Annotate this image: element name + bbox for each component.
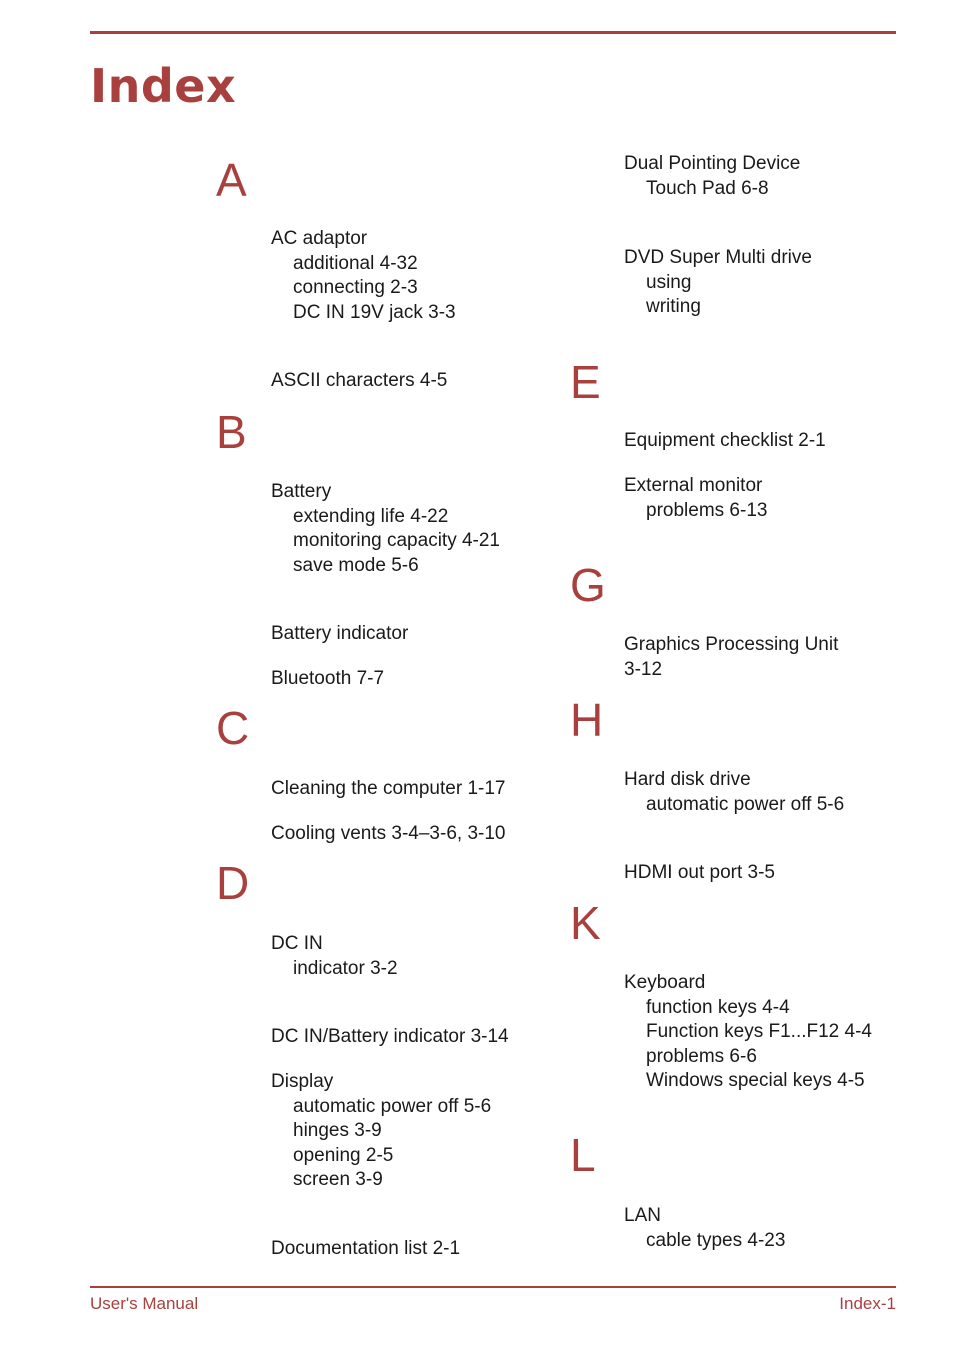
entry-sub: Touch Pad 6-8 (646, 177, 769, 199)
entry-sub: automatic power off 5-6 (646, 793, 845, 815)
entry-main: Keyboard (624, 972, 706, 993)
index-entry-display (271, 1070, 491, 1193)
entry-main: DC IN (271, 933, 323, 954)
index-entry-hdd (624, 768, 844, 817)
section-letter-l: L (570, 1129, 596, 1181)
entry-sub: problems 6-13 (646, 499, 768, 521)
footer-manual-title: User's Manual (90, 1294, 199, 1313)
entry-main: Battery (271, 481, 332, 502)
index-entry-battery (271, 480, 500, 578)
index-entry-cooling-vents (271, 822, 505, 847)
entry-sub: DC IN 19V jack 3-3 (293, 301, 456, 323)
footer-page-number: Index-1 (839, 1294, 896, 1313)
entry-sub: automatic power off 5-6 (293, 1095, 492, 1117)
index-entry-dc-in-battery (271, 1025, 509, 1050)
entry-sub: Windows special keys 4-5 (646, 1070, 865, 1091)
section-letter-e: E (570, 356, 601, 408)
entry-main: Hard disk drive (624, 769, 751, 790)
index-entry-ascii (271, 369, 447, 394)
index-entry-dual-pointing (624, 152, 800, 201)
entry-main: Documentation list 2-1 (271, 1238, 461, 1259)
index-entry-bluetooth (271, 667, 384, 692)
index-entry-ac-adaptor (271, 227, 456, 325)
entry-sub: indicator 3-2 (293, 957, 398, 979)
entry-main: ASCII characters 4-5 (271, 370, 448, 391)
section-letter-d: D (216, 857, 250, 909)
entry-sub: additional 4-32 (293, 252, 418, 274)
entry-main: LAN (624, 1205, 661, 1226)
section-letter-k: K (570, 897, 601, 949)
entry-sub: monitoring capacity 4-21 (293, 530, 500, 551)
entry-main: Dual Pointing Device (624, 153, 801, 174)
index-entry-hdmi (624, 861, 775, 886)
section-letter-g: G (570, 559, 606, 611)
entry-main: DVD Super Multi drive (624, 247, 812, 268)
entry-sub: function keys 4-4 (646, 996, 790, 1018)
entry-main: Equipment checklist 2-1 (624, 430, 826, 451)
page-title: Index (90, 59, 237, 113)
entry-sub: screen 3-9 (293, 1169, 383, 1190)
entry-main: Cleaning the computer 1-17 (271, 778, 506, 799)
entry-sub: cable types 4-23 (646, 1229, 786, 1251)
entry-main: Cooling vents 3-4–3-6, 3-10 (271, 823, 506, 844)
entry-sub: connecting 2-3 (293, 277, 418, 298)
entry-sub: writing (646, 296, 701, 317)
section-letter-h: H (570, 694, 604, 746)
entry-main: HDMI out port 3-5 (624, 862, 775, 883)
index-entry-external-monitor (624, 474, 767, 523)
entry-continuation: 3-12 (624, 658, 663, 680)
entry-main: Graphics Processing Unit (624, 634, 839, 655)
entry-main: Display (271, 1071, 334, 1092)
entry-main: Battery indicator (271, 623, 409, 644)
index-entry-keyboard (624, 971, 872, 1094)
entry-main: Bluetooth 7-7 (271, 668, 385, 689)
section-letter-c: C (216, 702, 250, 754)
entry-sub: opening 2-5 (293, 1144, 394, 1166)
index-entry-cleaning (271, 777, 505, 802)
index-entry-documentation (271, 1237, 460, 1262)
index-entry-dc-in (271, 932, 398, 981)
top-rule (90, 31, 896, 34)
entry-sub: using (646, 271, 692, 293)
entry-sub: problems 6-6 (646, 1045, 757, 1067)
section-letter-a: A (216, 154, 247, 206)
entry-sub: extending life 4-22 (293, 505, 449, 527)
entry-main: AC adaptor (271, 228, 368, 249)
entry-sub: Function keys F1...F12 4-4 (646, 1021, 872, 1042)
index-entry-equipment (624, 429, 826, 454)
section-letter-b: B (216, 406, 247, 458)
index-entry-battery-indicator (271, 622, 408, 647)
index-entry-gpu (624, 633, 838, 682)
bottom-rule (90, 1286, 896, 1288)
entry-sub: save mode 5-6 (293, 554, 419, 576)
index-entry-dvd (624, 246, 812, 320)
entry-main: External monitor (624, 475, 763, 496)
index-entry-lan (624, 1204, 785, 1253)
entry-sub: hinges 3-9 (293, 1120, 382, 1141)
entry-main: DC IN/Battery indicator 3-14 (271, 1026, 509, 1047)
